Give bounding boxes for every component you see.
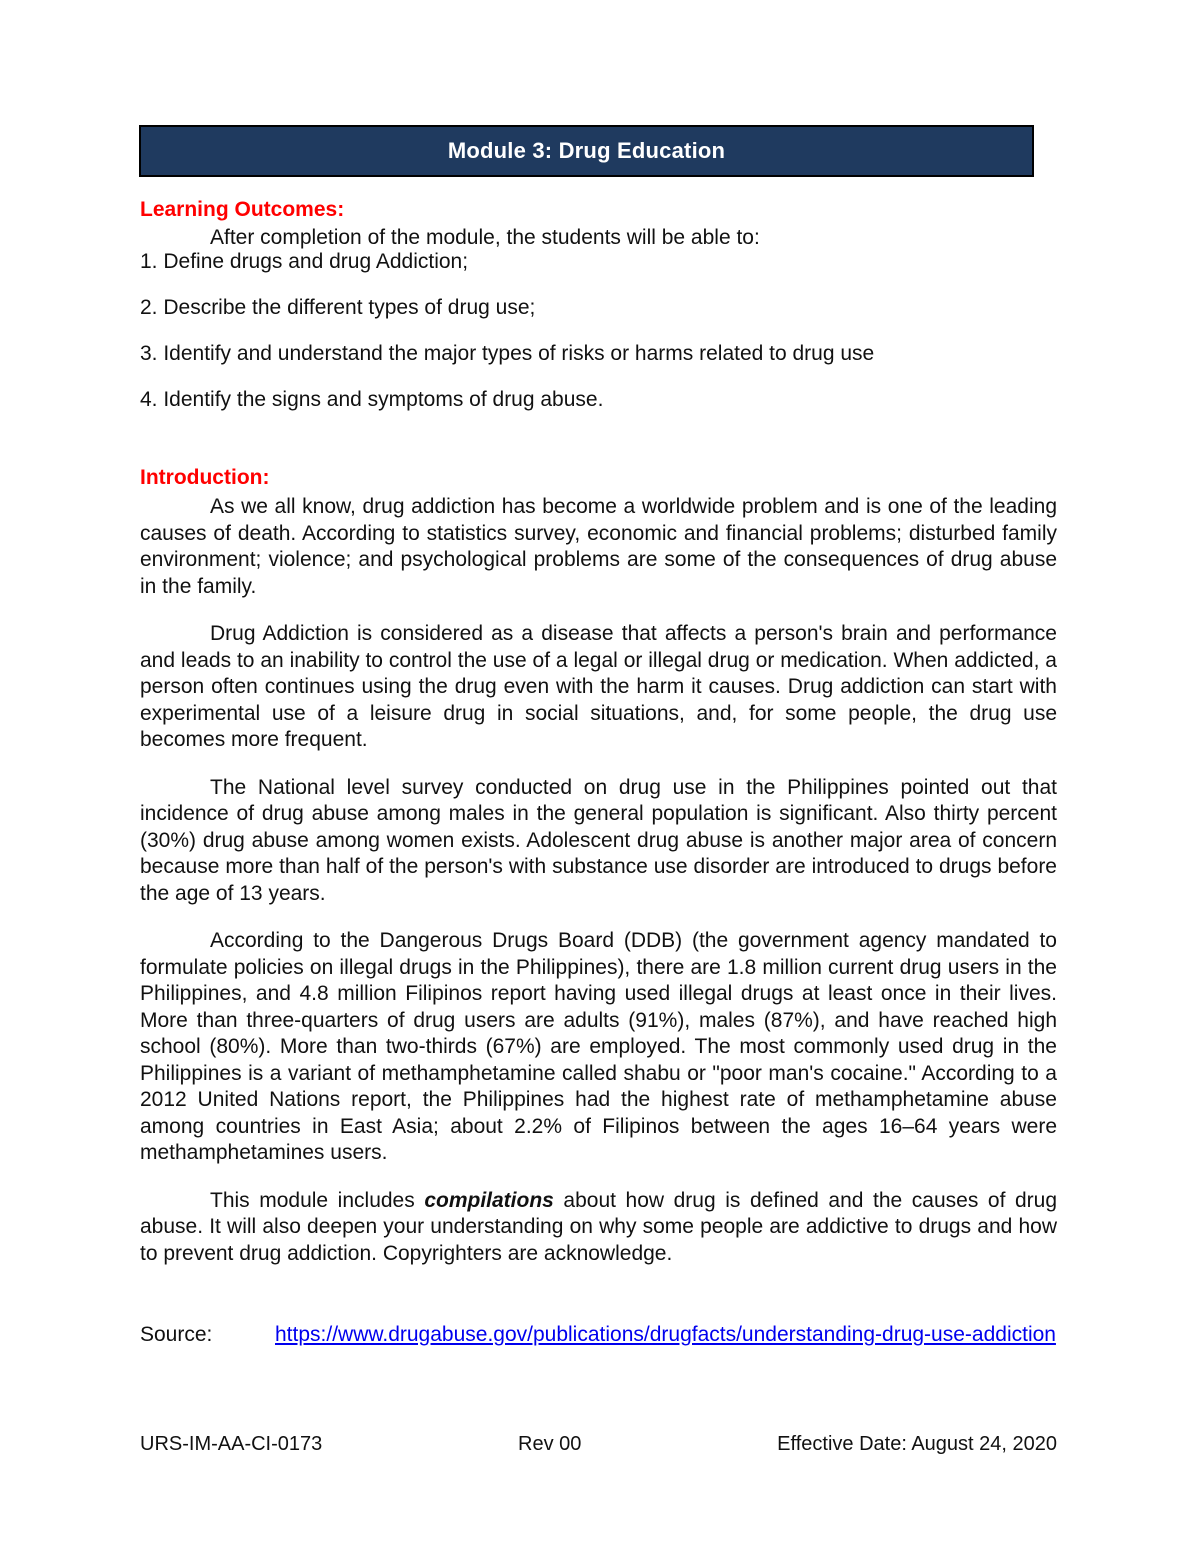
p5-end: about how drug is defined and the causes of drug abuse. It will also deepen your understanding on why some people are addictive to drugs and how to prevent drug addiction. Copyrighters are acknowledge. — [140, 1188, 1058, 1265]
introduction-heading: Introduction: — [140, 466, 270, 489]
introduction-section — [140, 466, 1057, 1267]
intro-paragraph-1: As we all know, drug addiction has become a worldwide problem and is one of the leading causes of death. According to statistics survey, economic and financial problems; disturbed family environment; violence; and psychological problems are some of the consequences of drug abuse in the family. — [140, 495, 1057, 598]
source-label: Source: — [140, 1323, 213, 1346]
module-title: Module 3: Drug Education — [447, 138, 726, 163]
p5-emphasis: compilations — [424, 1188, 554, 1212]
page-footer — [140, 1433, 1057, 1456]
outcome-item-1: 1. Define drugs and drug Addiction; — [140, 250, 469, 273]
intro-paragraph-3: The National level survey conducted on drug use in the Philippines pointed out that incidence of drug abuse among males in the general population is significant. Also thirty percent (30%) drug abuse among women exists. Adolescent drug abuse is another major area of concern because more than half of the person's with substance use disorder are introduced to drugs before the age of 13 years. — [140, 775, 1057, 905]
intro-paragraph-4: According to the Dangerous Drugs Board (DDB) (the government agency mandated to formulate policies on illegal drugs in the Philippines), there are 1.8 million current drug users in the Philippines, and 4.8 million Filipinos report having used illegal drugs at least once in their lives. More than three-quarters of drug users are adults (91%), males (87%), and have reached high school (80%). More than two-thirds (67%) are employed. The most commonly used drug in the Philippines is a variant of methamphetamine called shabu or "poor man's cocaine." According to a 2012 United Nations report, the Philippines had the highest rate of methamphetamine abuse among countries in East Asia; about 2.2% of Filipinos between the ages 16–64 years were methamphetamines users. — [140, 929, 1057, 1164]
footer-revision: Rev 00 — [518, 1433, 582, 1455]
footer-effective-date: Effective Date: August 24, 2020 — [777, 1433, 1057, 1455]
p5-start: This module includes — [210, 1188, 425, 1212]
source-row — [140, 1322, 1057, 1347]
outcome-item-2: 2. Describe the different types of drug use; — [140, 296, 536, 319]
source-link[interactable]: https://www.drugabuse.gov/publications/drugfacts/understanding-drug-use-addiction — [275, 1323, 1056, 1346]
outcome-item-4: 4. Identify the signs and symptoms of drug abuse. — [140, 388, 604, 411]
footer-doc-code: URS-IM-AA-CI-0173 — [140, 1433, 323, 1455]
intro-paragraph-2: Drug Addiction is considered as a disease that affects a person's brain and performance and leads to an inability to control the use of a legal or illegal drug or medication. When addicted, a person often continues using the drug even with the harm it causes. Drug addiction can start with experimental use of a leisure drug in social situations, and, for some people, the drug use becomes more frequent. — [140, 622, 1057, 751]
learning-outcomes-intro: After completion of the module, the students will be able to: — [210, 226, 760, 249]
intro-paragraph-5 — [140, 1188, 1057, 1268]
learning-outcomes-heading: Learning Outcomes: — [140, 198, 345, 221]
outcome-item-3: 3. Identify and understand the major types of risks or harms related to drug use — [140, 342, 875, 365]
learning-outcomes-section — [140, 198, 1057, 412]
module-title-banner — [139, 125, 1034, 177]
